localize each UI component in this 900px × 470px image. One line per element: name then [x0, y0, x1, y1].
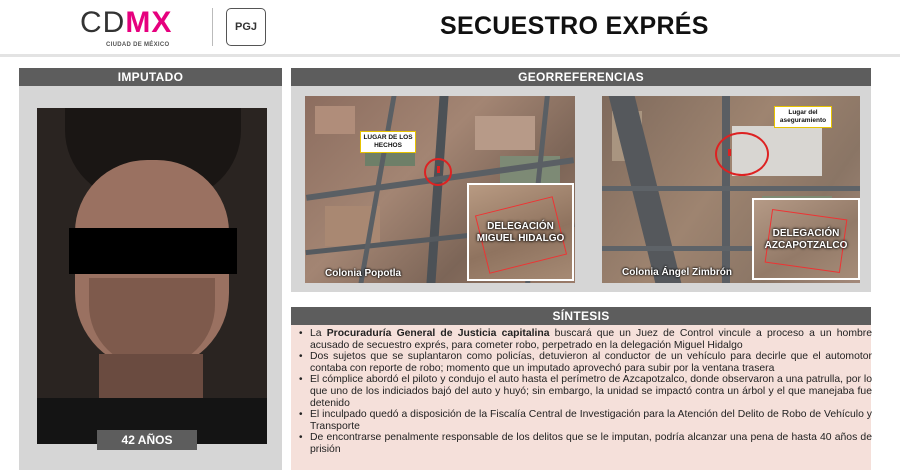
cdmx-logo-wordmark: [80, 6, 172, 40]
pgj-logo-text: PGJ: [234, 21, 257, 33]
sintesis-item1-bold: Procuraduría General de Justicia capitalina: [326, 328, 550, 339]
pgj-logo: [226, 8, 266, 46]
map1-delegacion-inset: [467, 183, 574, 281]
sintesis-list: [296, 328, 872, 456]
page-title: SECUESTRO EXPRÉS: [440, 12, 709, 40]
imputado-heading: IMPUTADO: [19, 68, 282, 86]
map1-delegacion-label: DELEGACIÓN MIGUEL HIDALGO: [476, 221, 565, 244]
sintesis-item: • El inculpado quedó a disposición de la Fiscalía Central de Investigación para la Atención del Delito de Robo de Vehículo y Transporte: [296, 409, 872, 432]
sintesis-item: • Dos sujetos que se suplantaron como policías, detuvieron al conductor de un vehículo para decirle que el automotor contaba con reporte de robo; momento que un imputado aprovechó para subir por la ventana trasera: [296, 351, 872, 374]
map1-callout: LUGAR DE LOS HECHOS: [360, 131, 416, 153]
sintesis-item1-rest: buscará que un Juez de Control vincule a proceso a un hombre acusado de secuestro exprés, para cometer robo, perpetrado en la delegación Miguel Hidalgo: [310, 328, 872, 351]
logo-divider: [212, 8, 213, 46]
map-block: [475, 116, 535, 150]
header-divider: [0, 54, 900, 57]
map-block: [315, 106, 355, 134]
map2-location-ring: [715, 132, 769, 176]
header: [0, 0, 900, 55]
map-road: [602, 186, 860, 191]
map2-colonia-label: Colonia Ángel Zimbrón: [622, 267, 732, 278]
sintesis-item1-prefix: La: [310, 328, 327, 339]
age-badge: 42 AÑOS: [97, 430, 197, 450]
suspect-photo: [37, 108, 267, 444]
cdmx-logo: [80, 6, 200, 50]
map2-delegacion-label: DELEGACIÓN AZCAPOTZALCO: [764, 228, 848, 251]
map1-colonia-label: Colonia Popotla: [325, 268, 402, 279]
map2-delegacion-inset: [752, 198, 860, 280]
sintesis-item: • El cómplice abordó el piloto y condujo el auto hasta el perímetro de Azcapotzalco, donde observaron a una patrulla, por lo que uno de los indiciados bajó del auto y huyó; sin embargo, la unidad se impactó contra un árbol y el que manejaba fue detenido: [296, 374, 872, 409]
sintesis-item: • De encontrarse penalmente responsable de los delitos que se le imputan, podría alcanzar una pena de hasta 40 años de prisión: [296, 432, 872, 455]
cdmx-logo-mx: MX: [125, 6, 173, 39]
privacy-eye-bar: [69, 228, 237, 274]
map2-callout: Lugar del aseguramiento: [774, 106, 832, 128]
sintesis-heading: SÍNTESIS: [291, 307, 871, 325]
sintesis-item: [296, 328, 872, 351]
cdmx-logo-cd: CD: [80, 6, 126, 39]
map1-location-pin: [437, 166, 440, 173]
cdmx-logo-subtitle: CIUDAD DE MÉXICO: [106, 42, 170, 48]
georeferencias-heading: GEORREFERENCIAS: [291, 68, 871, 86]
map2-location-pin: [728, 149, 731, 156]
